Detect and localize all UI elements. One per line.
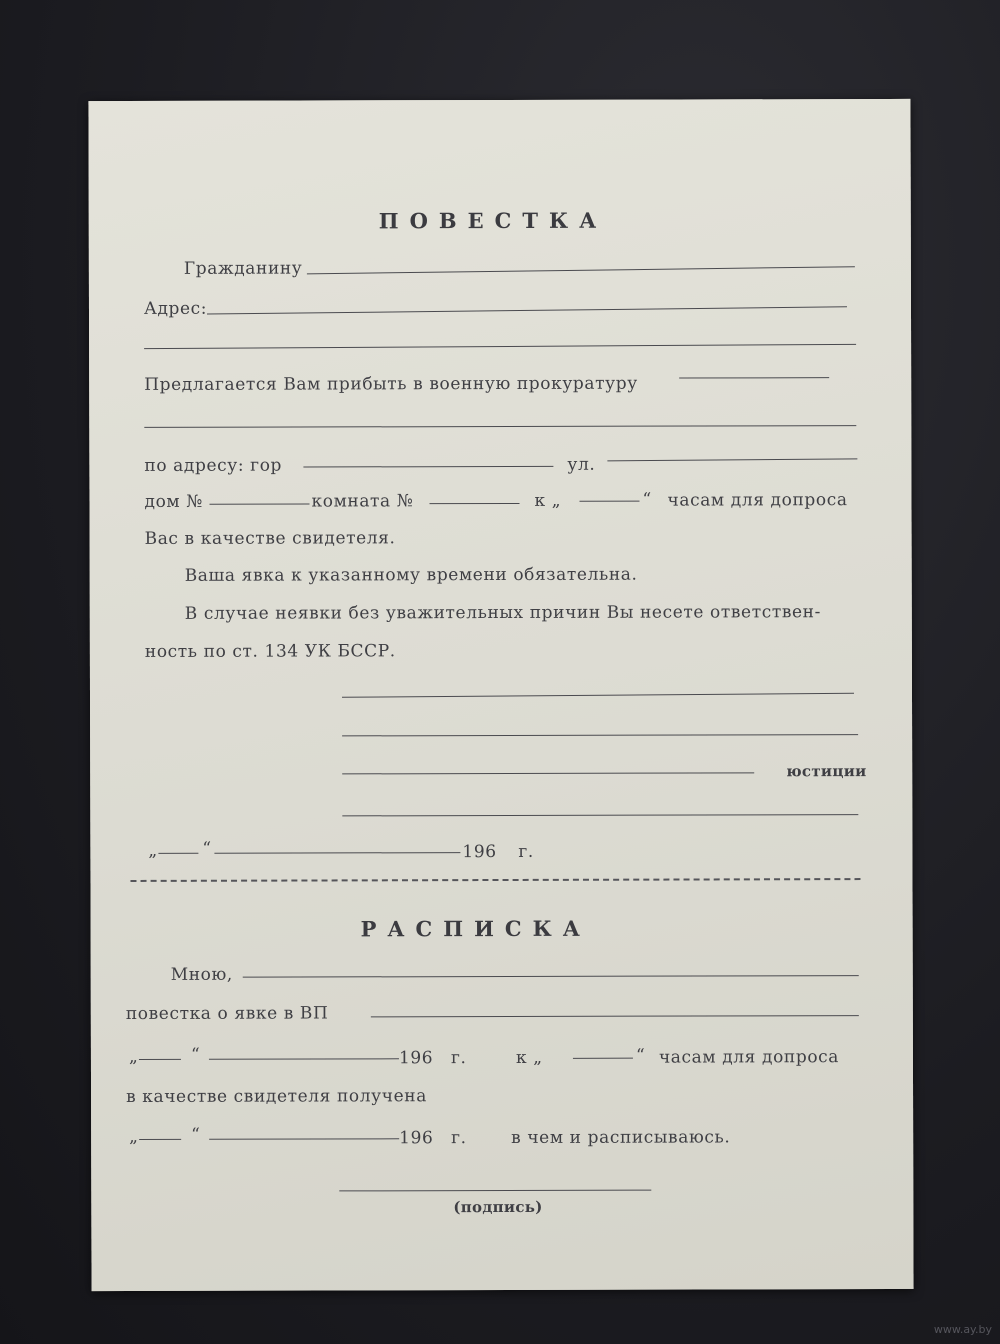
summons-year: 196 <box>462 842 497 863</box>
mandatory-text: Ваша явка к указанному времени обязательна. <box>184 564 638 586</box>
citizen-line <box>307 266 855 274</box>
receipt-hours-text: часам для допроса <box>658 1047 840 1068</box>
official-line-4 <box>342 814 858 816</box>
receipt-day-line <box>139 1059 181 1060</box>
receipt-year2-suffix: г. <box>451 1128 467 1149</box>
receipt-to-label: к „ <box>515 1047 543 1068</box>
summons-sheet <box>88 99 913 1291</box>
signature-label: (подпись) <box>453 1197 543 1217</box>
receipt-date2-close-quote: “ <box>191 1124 201 1145</box>
invitation-text: Предлагается Вам прибыть в военную прокуратуру <box>144 373 638 395</box>
summons-month-line <box>214 852 460 854</box>
signature-line <box>339 1190 651 1192</box>
receipt-date2-open-quote: „ <box>129 1126 139 1147</box>
citizen-label: Гражданину <box>183 258 303 279</box>
receipt-month-line <box>209 1058 399 1059</box>
receipt-date-open-quote: „ <box>128 1046 139 1067</box>
receipt-day2-line <box>139 1139 181 1140</box>
summons-title: ПОВЕСТКА <box>378 207 608 234</box>
liability-text-1: В случае неявки без уважительных причин Вы несете ответствен- <box>184 602 821 624</box>
as-witness-text: Вас в качестве свидетеля. <box>144 528 396 549</box>
by-me-label: Мною, <box>170 964 233 985</box>
received-text: в качестве свидетеля получена <box>126 1086 427 1107</box>
city-line <box>303 466 553 468</box>
hours-text: часам для допроса <box>667 490 848 511</box>
address-label: Адрес: <box>143 298 208 319</box>
street-line <box>607 458 857 461</box>
official-line-2 <box>342 734 858 736</box>
summons-year-suffix: г. <box>518 841 534 862</box>
to-label: к „ <box>534 490 562 511</box>
justice-label: юстиции <box>786 762 867 781</box>
receipt-date-close-quote: “ <box>190 1044 201 1065</box>
receipt-year: 196 <box>398 1048 434 1069</box>
receipt-summons-line <box>371 1015 859 1017</box>
liability-text-2: ность по ст. 134 УК БССР. <box>144 641 396 662</box>
room-line <box>429 503 519 504</box>
address-line-1 <box>207 306 847 314</box>
room-label: комната № <box>311 491 414 512</box>
house-label: дом № <box>144 491 203 512</box>
hour-line <box>579 501 639 502</box>
prosecutor-line-2 <box>144 425 856 428</box>
address-line-2 <box>144 344 856 349</box>
receipt-hour-line <box>573 1058 633 1059</box>
receipt-year-suffix: г. <box>450 1048 467 1069</box>
tear-line <box>130 878 860 882</box>
watermark: www.ay.by <box>933 1323 992 1336</box>
receipt-title: РАСПИСКА <box>360 915 591 942</box>
receipt-month2-line <box>209 1138 399 1139</box>
quote-close: “ <box>642 489 652 510</box>
receipt-summons-label: повестка о явке в ВП <box>125 1003 329 1024</box>
by-address-label: по адресу: гор <box>144 455 283 476</box>
prosecutor-line-1 <box>679 377 829 378</box>
receipt-year2: 196 <box>399 1128 434 1149</box>
street-label: ул. <box>567 454 596 475</box>
official-line-3 <box>342 772 754 774</box>
summons-date-open-quote: „ <box>148 840 158 861</box>
official-line-1 <box>342 693 854 698</box>
summons-day-line <box>158 853 198 854</box>
by-me-line <box>243 975 859 978</box>
signing-text: в чем и расписываюсь. <box>511 1127 731 1148</box>
house-line <box>209 504 309 505</box>
summons-date-close-quote: “ <box>202 838 212 859</box>
receipt-quote-close: “ <box>635 1045 646 1066</box>
